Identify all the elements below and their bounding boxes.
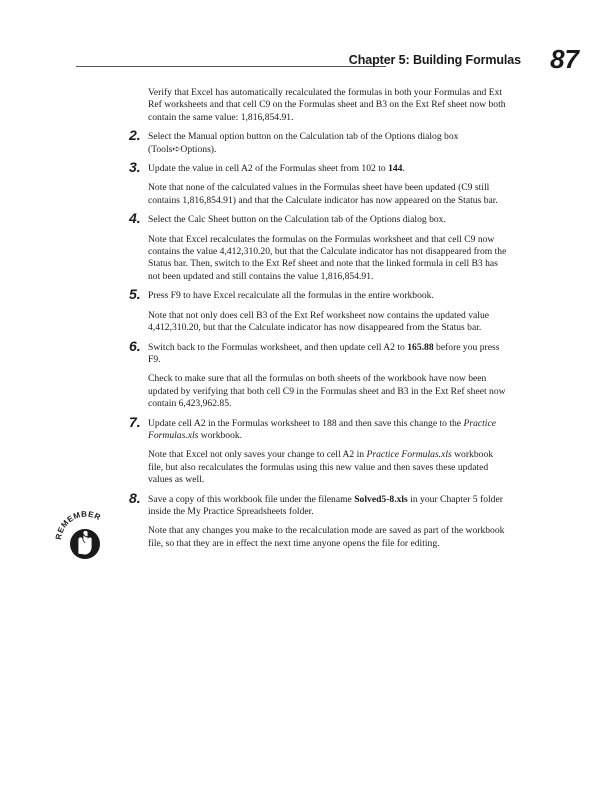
step-number: 5.: [129, 286, 141, 303]
step-instruction: Press F9 to have Excel recalculate all the formulas in the entire workbook.: [148, 290, 434, 302]
step-note: Note that any changes you make to the recalculation mode are saved as part of the workbook file, so that they are in effect the next time anyone opens the file for editing.: [148, 525, 505, 549]
step-number: 6.: [129, 337, 141, 354]
page-content: [129, 87, 510, 557]
step-instruction: Switch back to the Formulas worksheet, and then update cell A2 to 165.88 before you press F9.: [148, 341, 500, 365]
step-note: Note that not only does cell B3 of the Ext Ref worksheet now contains the updated value 4,412,310.20, but that the Calculate indicator has now disappeared from the Status bar.: [148, 309, 490, 334]
step-number: 4.: [129, 210, 141, 227]
step-number: 8.: [129, 489, 141, 506]
step-number: 2.: [129, 127, 141, 144]
step-instruction: Save a copy of this workbook file under the filename Solved5-8.xls in your Chapter 5 folder inside the My Practice Spreadsheets folder.: [148, 493, 503, 517]
step-number: 7.: [129, 413, 141, 430]
step-instruction: Update cell A2 in the Formulas worksheet to 188 and then save this change to the Practice Formulas.xls workbook.: [148, 417, 496, 441]
step-instruction: Select the Calc Sheet button on the Calculation tab of the Options dialog box.: [148, 214, 446, 226]
chapter-title: Chapter 5: Building Formulas: [348, 53, 521, 67]
step-number: 3.: [129, 159, 141, 176]
step-7: [129, 413, 510, 487]
intro-paragraph: Verify that Excel has automatically recalculated the formulas in both your Formulas and Ext Ref worksheets and that cell C9 on the Formulas sheet and B3 on the Ext Ref sheet now both contain the same value: 1,816,854.91.: [148, 87, 506, 123]
step-note: Check to make sure that all the formulas on both sheets of the workbook have now been updated by verifying that both cell C9 in the Formulas sheet and B3 in the Ext Ref sheet now contain 6,423,962.85.: [148, 373, 506, 410]
step-3: [129, 159, 510, 207]
svg-text:REMEMBER: REMEMBER: [53, 509, 103, 541]
step-note: Note that none of the calculated values in the Formulas sheet have been updated (C9 still contains 1,816,854.91) and that the Calculate indicator has now appeared on the Status bar.: [148, 182, 498, 206]
step-instruction: Select the Manual option button on the Calculation tab of the Options dialog box (Tools➪Options).: [148, 131, 459, 155]
step-instruction: Update the value in cell A2 of the Formulas sheet from 102 to 144.: [148, 163, 405, 175]
step-2: [129, 127, 510, 156]
step-note: Note that Excel recalculates the formulas on the Formulas worksheet and that cell C9 now contains the value 4,412,310.20, but that the Calculate indicator has not disappeared from the Status bar. Then, switch to the Ext Ref sheet and note that the linked formula in cell B3 has not been updated and still contains the value 1,816,854.91.: [148, 233, 507, 282]
remember-icon: [52, 500, 116, 564]
header-rule: [76, 66, 386, 67]
step-6: [129, 337, 510, 411]
step-5: [129, 286, 510, 334]
step-note: Note that Excel not only saves your change to cell A2 in Practice Formulas.xls workbook file, but also recalculates the formulas using this new value and then saves these updated values as well.: [148, 449, 494, 486]
page-number: 87: [550, 44, 579, 74]
step-4: [129, 210, 510, 283]
step-8: [129, 489, 510, 551]
